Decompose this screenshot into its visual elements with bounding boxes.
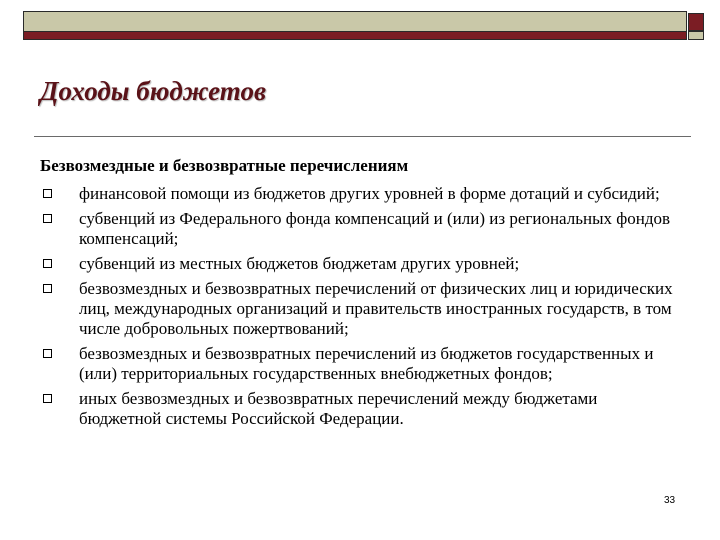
list-item-text: иных безвозмездных и безвозвратных перечислений между бюджетами бюджетной системы Российской Федерации. [79,389,598,428]
page-number: 33 [664,495,676,506]
list-item [40,389,680,429]
list-item-text: безвозмездных и безвозвратных перечислений из бюджетов государственных и (или) территориальных государственных внебюджетных фондов; [79,344,654,383]
bullet-list [40,184,680,429]
list-item [40,344,680,384]
hollow-square-bullet-icon [43,394,52,403]
section-heading: Безвозмездные и безвозвратные перечислениям [40,156,409,175]
hollow-square-bullet-icon [43,349,52,358]
list-item-text: субвенций из местных бюджетов бюджетам других уровней; [79,254,520,273]
hollow-square-bullet-icon [43,214,52,223]
title-divider [34,136,691,137]
list-item-text: финансовой помощи из бюджетов других уровней в форме дотаций и субсидий; [79,184,660,203]
list-item-text: субвенций из Федерального фонда компенсаций и (или) из региональных фондов компенсаций; [79,209,671,248]
list-item [40,209,680,249]
hollow-square-bullet-icon [43,284,52,293]
header-decoration-square-olive [688,31,704,40]
hollow-square-bullet-icon [43,189,52,198]
list-item [40,279,680,339]
slide-title: Доходы бюджетов [40,76,267,106]
header-decoration-red-bar [23,31,687,40]
list-item-text: безвозмездных и безвозвратных перечислений от физических лиц и юридических лиц, международных организаций и правительств иностранных государств, в том числе добровольных пожертвований; [79,279,673,338]
slide-body [40,156,680,434]
list-item [40,254,680,274]
list-item [40,184,680,204]
hollow-square-bullet-icon [43,259,52,268]
header-decoration-square-red [688,13,704,31]
